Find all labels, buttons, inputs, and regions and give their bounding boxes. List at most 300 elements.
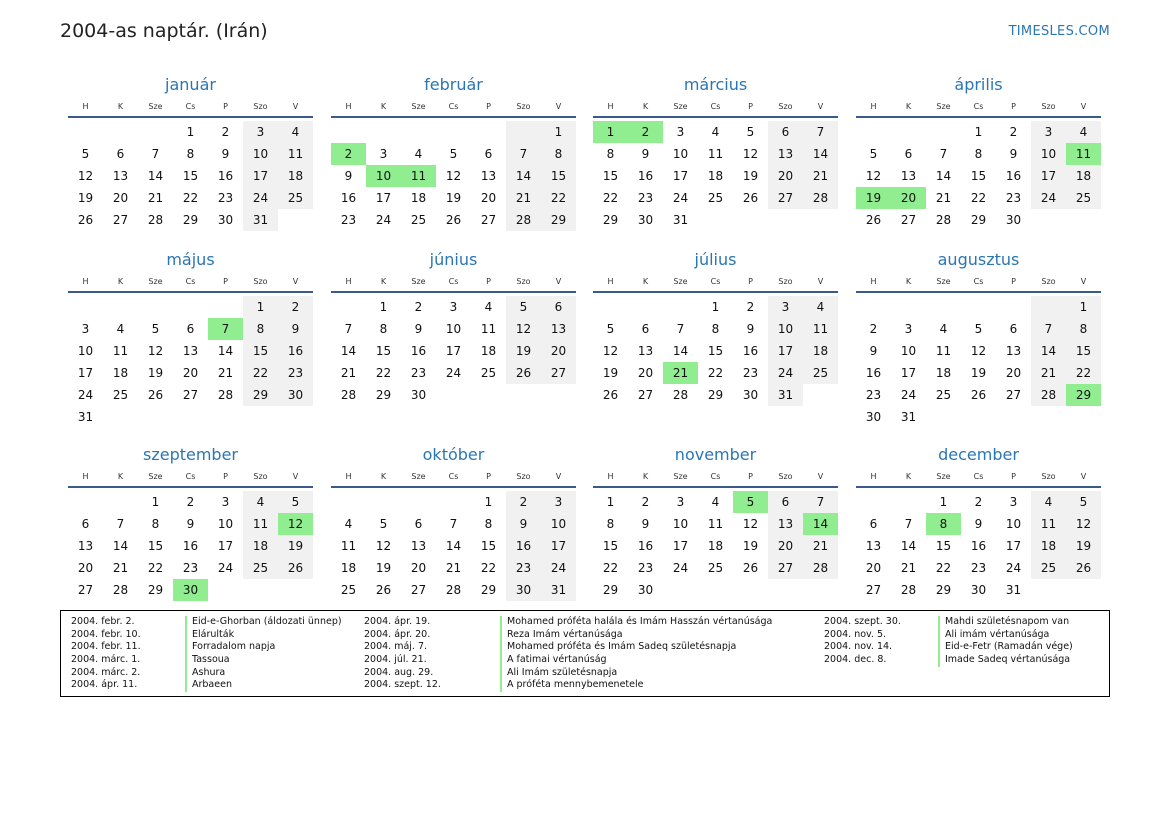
day-cell: 7 [116,517,125,531]
holiday-date: 2004. dec. 8. [824,654,887,666]
holiday-name: Tassoua [185,654,230,667]
day-cell: 30 [1005,213,1022,227]
day-cell: 2 [746,300,755,314]
day-cell: 21 [803,535,838,557]
day-cell: 26 [506,362,541,384]
day-cell: 11 [243,513,278,535]
day-cell: 18 [340,561,357,575]
day-cell: 13 [112,169,129,183]
month-block [593,74,838,231]
weekday-label: Sze [411,471,426,481]
weekday-label: P [748,471,753,481]
day-cell: 20 [77,561,94,575]
holiday-name: Mohamed próféta és Imám Sadeq születésnapja [500,641,736,654]
day-cell: 11 [803,318,838,340]
weekday-label: Sze [936,471,951,481]
day-cell: 25 [1031,557,1066,579]
day-cell: 10 [1031,143,1066,165]
holiday-day: 2 [331,143,366,165]
day-cell: 2 [221,125,230,139]
day-cell: 14 [935,169,952,183]
day-cell: 13 [182,344,199,358]
day-cell: 14 [1031,340,1066,362]
day-cell: 12 [970,344,987,358]
day-cell: 7 [151,147,160,161]
day-cell: 23 [506,557,541,579]
day-cell: 4 [803,296,838,318]
weekday-label: P [223,471,228,481]
weekday-label: Sze [148,101,163,111]
month-name: június [429,250,478,269]
day-cell: 9 [344,169,353,183]
weekday-label: Szo [778,276,793,286]
weekday-label: Cs [185,101,196,111]
day-cell: 20 [541,340,576,362]
day-cell: 17 [1031,165,1066,187]
day-cell: 22 [935,561,952,575]
empty-day [401,491,436,513]
day-grid [68,491,313,601]
day-cell: 29 [602,583,619,597]
day-cell: 9 [641,517,650,531]
day-cell: 2 [414,300,423,314]
day-cell: 1 [974,125,983,139]
day-cell: 8 [243,318,278,340]
weekday-label: H [82,276,89,286]
day-cell: 14 [803,143,838,165]
day-cell: 6 [484,147,493,161]
weekday-label: K [905,101,912,111]
day-cell: 1 [606,495,615,509]
empty-day [68,121,103,143]
weekday-label: P [1011,276,1016,286]
month-block [68,249,313,428]
day-cell: 19 [278,535,313,557]
day-cell: 21 [935,191,952,205]
weekday-label: Cs [185,471,196,481]
weekday-label: V [555,276,562,286]
day-cell: 4 [278,121,313,143]
day-cell: 18 [480,344,497,358]
day-cell: 15 [602,169,619,183]
day-cell: 3 [379,147,388,161]
weekday-label: H [345,471,352,481]
holiday-day: 29 [1066,384,1101,406]
month-name: december [938,445,1019,464]
day-cell: 9 [278,318,313,340]
weekday-label: V [555,101,562,111]
month-block [68,74,313,231]
day-cell: 28 [506,209,541,231]
day-cell: 31 [768,384,803,406]
holiday-day: 5 [733,491,768,513]
day-cell: 8 [606,147,615,161]
day-cell: 23 [742,366,759,380]
empty-day [68,296,103,318]
day-cell: 28 [217,388,234,402]
day-cell: 4 [1031,491,1066,513]
day-cell: 4 [484,300,493,314]
empty-day [996,296,1031,318]
empty-day [961,296,996,318]
weekday-label: Cs [973,471,984,481]
day-cell: 12 [147,344,164,358]
day-cell: 31 [900,410,917,424]
day-cell: 1 [939,495,948,509]
day-cell: 9 [221,147,230,161]
holiday-name: Eid-e-Fetr (Ramadán vége) [938,641,1073,654]
holiday-entry [364,667,804,680]
day-cell: 18 [1066,165,1101,187]
day-cell: 11 [707,147,724,161]
weekday-label: K [642,471,649,481]
holiday-day: 1 [593,121,628,143]
weekday-label: V [1080,276,1087,286]
holiday-name: A próféta mennybemenetele [500,679,643,692]
day-cell: 26 [445,213,462,227]
day-cell: 14 [340,344,357,358]
holiday-name: Ashura [185,667,225,680]
weekday-header [593,96,838,118]
day-cell: 6 [81,517,90,531]
holiday-day: 8 [926,513,961,535]
month-name: szeptember [142,445,238,464]
month-name: augusztus [937,250,1020,269]
day-cell: 24 [217,561,234,575]
weekday-label: P [223,101,228,111]
day-cell: 29 [480,583,497,597]
holiday-date: 2004. febr. 11. [71,641,141,653]
day-cell: 3 [243,121,278,143]
weekday-label: V [555,471,562,481]
day-cell: 25 [803,362,838,384]
day-cell: 22 [1066,362,1101,384]
day-cell: 15 [480,539,497,553]
day-cell: 3 [1031,121,1066,143]
weekday-label: V [817,471,824,481]
empty-day [436,491,471,513]
day-cell: 23 [278,362,313,384]
day-cell: 29 [147,583,164,597]
day-cell: 14 [445,539,462,553]
day-cell: 8 [541,143,576,165]
holiday-date: 2004. aug. 29. [364,666,434,678]
weekday-label: H [607,101,614,111]
day-cell: 21 [340,366,357,380]
holiday-name: Mohamed próféta halála és Imám Hasszán vértanúsága [500,616,772,629]
weekday-label: Cs [448,101,459,111]
weekday-header [856,466,1101,488]
day-cell: 7 [939,147,948,161]
day-cell: 30 [637,213,654,227]
holiday-date: 2004. máj. 7. [364,641,428,653]
day-cell: 6 [116,147,125,161]
day-cell: 19 [147,366,164,380]
empty-day [366,491,401,513]
day-cell: 12 [1066,513,1101,535]
day-cell: 25 [243,557,278,579]
day-grid [331,121,576,231]
day-cell: 15 [147,539,164,553]
weekday-label: K [117,101,124,111]
day-grid [856,121,1101,231]
empty-day [103,121,138,143]
day-cell: 22 [480,561,497,575]
weekday-label: H [607,276,614,286]
weekday-label: Szo [253,101,268,111]
weekday-header [593,271,838,293]
day-cell: 19 [1066,535,1101,557]
day-cell: 15 [243,340,278,362]
weekday-label: Sze [148,471,163,481]
weekday-label: H [345,276,352,286]
page-title: 2004-as naptár. (Irán) [60,20,268,42]
holiday-date: 2004. júl. 21. [364,654,427,666]
day-cell: 30 [742,388,759,402]
holiday-legend [60,610,1110,697]
day-cell: 11 [112,344,129,358]
day-cell: 16 [637,539,654,553]
day-cell: 1 [186,125,195,139]
day-cell: 10 [1005,517,1022,531]
empty-day [926,121,961,143]
day-cell: 6 [414,517,423,531]
holiday-entry [824,629,1094,642]
day-cell: 1 [711,300,720,314]
day-cell: 24 [445,366,462,380]
holiday-entry [364,654,804,667]
weekday-label: P [223,276,228,286]
holiday-day: 14 [803,513,838,535]
weekday-label: H [607,471,614,481]
weekday-label: V [292,101,299,111]
month-block [593,249,838,406]
day-cell: 7 [344,322,353,336]
day-cell: 19 [602,366,619,380]
day-cell: 22 [182,191,199,205]
day-cell: 5 [278,491,313,513]
day-cell: 31 [672,213,689,227]
holiday-date: 2004. febr. 10. [71,628,141,640]
day-cell: 2 [506,491,541,513]
day-cell: 27 [865,583,882,597]
holiday-entry [364,641,804,654]
day-cell: 7 [1031,318,1066,340]
holiday-date: 2004. febr. 2. [71,616,135,627]
weekday-label: K [905,276,912,286]
empty-day [891,296,926,318]
day-cell: 2 [278,296,313,318]
holiday-day: 21 [663,362,698,384]
day-cell: 27 [541,362,576,384]
month-name: március [683,75,748,94]
month-name: január [165,75,216,94]
weekday-label: V [292,276,299,286]
weekday-label: Szo [1041,101,1056,111]
day-cell: 25 [340,583,357,597]
weekday-label: K [642,276,649,286]
day-cell: 20 [637,366,654,380]
day-cell: 28 [672,388,689,402]
day-cell: 30 [506,579,541,601]
day-cell: 28 [935,213,952,227]
day-cell: 21 [445,561,462,575]
day-cell: 24 [768,362,803,384]
day-cell: 13 [637,344,654,358]
day-cell: 21 [900,561,917,575]
day-cell: 29 [541,209,576,231]
day-cell: 23 [340,213,357,227]
day-cell: 20 [182,366,199,380]
day-cell: 10 [541,513,576,535]
day-cell: 14 [112,539,129,553]
holiday-day: 10 [366,165,401,187]
month-block [856,444,1101,601]
day-cell: 17 [672,169,689,183]
day-cell: 22 [970,191,987,205]
weekday-label: Szo [1041,471,1056,481]
weekday-label: Szo [778,471,793,481]
month-name: július [694,250,737,269]
day-cell: 16 [970,539,987,553]
holiday-name: Eid-e-Ghorban (áldozati ünnep) [185,616,342,629]
day-cell: 5 [151,322,160,336]
day-cell: 9 [1009,147,1018,161]
holiday-day: 19 [856,187,891,209]
day-cell: 7 [904,517,913,531]
day-cell: 7 [676,322,685,336]
day-cell: 18 [243,535,278,557]
day-cell: 19 [77,191,94,205]
month-name: február [424,75,483,94]
holiday-name: Forradalom napja [185,641,275,654]
day-cell: 3 [1009,495,1018,509]
day-cell: 1 [151,495,160,509]
day-cell: 9 [869,344,878,358]
holiday-name: Reza Imám vértanúsága [500,629,623,642]
day-cell: 8 [484,517,493,531]
month-block [331,444,576,601]
empty-day [506,121,541,143]
day-cell: 25 [935,388,952,402]
day-cell: 23 [410,366,427,380]
day-cell: 13 [541,318,576,340]
holiday-day: 20 [891,187,926,209]
day-cell: 21 [217,366,234,380]
day-cell: 26 [865,213,882,227]
day-cell: 30 [970,583,987,597]
empty-day [103,491,138,513]
day-cell: 27 [77,583,94,597]
day-cell: 2 [974,495,983,509]
day-cell: 2 [1009,125,1018,139]
month-block [593,444,838,601]
day-cell: 1 [484,495,493,509]
holiday-entry [364,629,804,642]
day-cell: 28 [340,388,357,402]
day-cell: 7 [506,143,541,165]
weekday-label: Cs [973,276,984,286]
day-cell: 26 [1066,557,1101,579]
weekday-header [331,96,576,118]
day-cell: 24 [77,388,94,402]
empty-day [173,296,208,318]
day-cell: 5 [746,125,755,139]
day-cell: 28 [803,187,838,209]
month-block [331,74,576,231]
day-cell: 6 [869,517,878,531]
holiday-date: 2004. szept. 30. [824,616,901,627]
day-cell: 22 [375,366,392,380]
day-cell: 24 [243,187,278,209]
empty-day [208,296,243,318]
day-cell: 23 [970,561,987,575]
day-cell: 14 [900,539,917,553]
day-cell: 30 [637,583,654,597]
weekday-label: K [117,471,124,481]
day-cell: 9 [641,147,650,161]
weekday-label: V [1080,471,1087,481]
day-cell: 8 [1066,318,1101,340]
holiday-column [364,616,804,692]
holiday-entry [824,654,1094,667]
day-cell: 8 [186,147,195,161]
holiday-name: Ali Imám születésnapja [500,667,617,680]
day-cell: 30 [217,213,234,227]
day-cell: 25 [112,388,129,402]
holiday-name: A fatimai vértanúság [500,654,607,667]
day-cell: 11 [1031,513,1066,535]
day-cell: 26 [278,557,313,579]
empty-day [1031,296,1066,318]
day-cell: 17 [217,539,234,553]
weekday-label: Szo [778,101,793,111]
month-name: április [954,75,1003,94]
holiday-entry [824,641,1094,654]
day-cell: 27 [182,388,199,402]
month-block [856,249,1101,428]
day-cell: 17 [375,191,392,205]
day-cell: 23 [217,191,234,205]
day-cell: 1 [243,296,278,318]
weekday-label: Cs [973,101,984,111]
empty-day [138,121,173,143]
day-cell: 17 [900,366,917,380]
day-cell: 20 [865,561,882,575]
day-cell: 29 [243,384,278,406]
day-grid [331,491,576,601]
weekday-label: Cs [710,276,721,286]
day-cell: 23 [637,191,654,205]
day-cell: 19 [445,191,462,205]
day-cell: 15 [1066,340,1101,362]
holiday-entry [364,616,804,629]
day-cell: 24 [1031,187,1066,209]
day-cell: 31 [243,209,278,231]
day-cell: 2 [869,322,878,336]
day-cell: 14 [506,165,541,187]
empty-day [138,296,173,318]
weekday-label: Szo [1041,276,1056,286]
weekday-header [856,96,1101,118]
weekday-label: P [748,276,753,286]
weekday-label: Cs [710,101,721,111]
holiday-name: Ali imám vértanúsága [938,629,1049,642]
empty-day [401,121,436,143]
brand-link[interactable]: TIMESLES.COM [1008,24,1110,39]
holiday-date: 2004. ápr. 11. [71,679,138,691]
day-cell: 27 [768,557,803,579]
